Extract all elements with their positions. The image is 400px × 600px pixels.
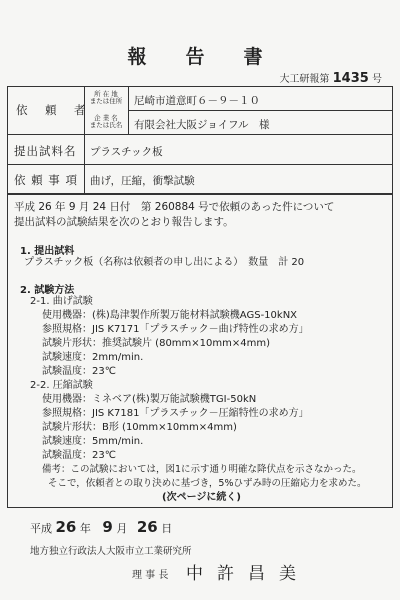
bending-line: 参照規格：JIS K7171「プラスチック－曲げ特性の求め方」 <box>42 324 309 335</box>
report-number <box>279 70 382 86</box>
section-2-heading: 2. 試験方法 <box>20 285 75 296</box>
address-label: 所 在 地 または住所 <box>89 90 123 105</box>
compression-line: 試験温度：23℃ <box>42 450 116 461</box>
section-1-line: プラスチック板（名称は依頼者の申し出による） 数量 計 20 <box>24 257 305 268</box>
request-value: 曲げ，圧縮，衝撃試験 <box>90 175 195 187</box>
table-divider <box>7 134 393 135</box>
section-1-heading: 1. 提出試料 <box>20 246 75 257</box>
client-label: 依 頼 者 <box>16 103 89 117</box>
bending-line: 試験温度：23℃ <box>42 366 116 377</box>
company-value: 有限会社大阪ジョイフル 様 <box>134 119 270 131</box>
compression-note-2: そこで，依頼者との取り決めに基づき，5%ひずみ時の圧縮応力を求めた。 <box>48 478 367 489</box>
date-year-label: 年 <box>79 522 91 535</box>
date-year: 26 <box>55 518 77 536</box>
bending-line: 試験片形状：推奨試験片 (80mm×10mm×4mm) <box>42 338 270 349</box>
date-day: 26 <box>136 518 158 536</box>
issue-date <box>30 518 172 536</box>
report-number-prefix: 大工研報第 <box>279 74 330 85</box>
page-title: 報 告 書 <box>127 46 273 68</box>
sample-label: 提出試料名 <box>14 144 77 158</box>
table-divider <box>128 110 393 111</box>
compression-note: 備考：この試験においては，図1に示す通り明確な降伏点を示さなかった。 <box>42 464 362 475</box>
report-number-suffix: 号 <box>372 74 382 85</box>
subsection-2-1-heading: 2-1. 曲げ試験 <box>30 296 93 307</box>
intro-line-2: 提出試料の試験結果を次のとおり報告します。 <box>14 216 234 228</box>
bending-line: 使用機器：(株)島津製作所製万能材料試験機AGS-10kNX <box>42 310 298 321</box>
compression-line: 試験速度：5mm/min. <box>42 436 144 447</box>
subsection-2-2-heading: 2-2. 圧縮試験 <box>30 380 93 391</box>
table-divider <box>7 164 393 165</box>
report-number-value: 1435 <box>332 71 369 86</box>
intro-line-1: 平成 26 年 9 月 24 日付 第 260884 号で依頼のあった件について <box>14 201 335 213</box>
address-value: 尼崎市道意町６－９－１０ <box>134 95 260 107</box>
date-era: 平成 <box>30 522 52 535</box>
continued-note: (次ページに続く) <box>162 492 241 503</box>
compression-line: 試験片形状：B形 (10mm×10mm×4mm) <box>42 422 237 433</box>
compression-line: 使用機器：ミネベア(株)製万能試験機TGI-50kN <box>42 394 257 405</box>
bending-line: 試験速度：2mm/min. <box>42 352 144 363</box>
date-month: 9 <box>102 518 113 536</box>
company-label: 企 業 名 または氏名 <box>89 114 123 129</box>
date-day-label: 日 <box>161 522 173 535</box>
compression-line: 参照規格：JIS K7181「プラスチック－圧縮特性の求め方」 <box>42 408 309 419</box>
institute-name: 地方独立行政法人大阪市立工業研究所 <box>30 546 192 557</box>
director-name: 中許昌美 <box>186 564 310 584</box>
director-title: 理 事 長 <box>132 570 169 581</box>
date-month-label: 月 <box>116 522 128 535</box>
sample-value: プラスチック板 <box>90 146 163 158</box>
request-label: 依 頼 事 項 <box>14 173 78 187</box>
